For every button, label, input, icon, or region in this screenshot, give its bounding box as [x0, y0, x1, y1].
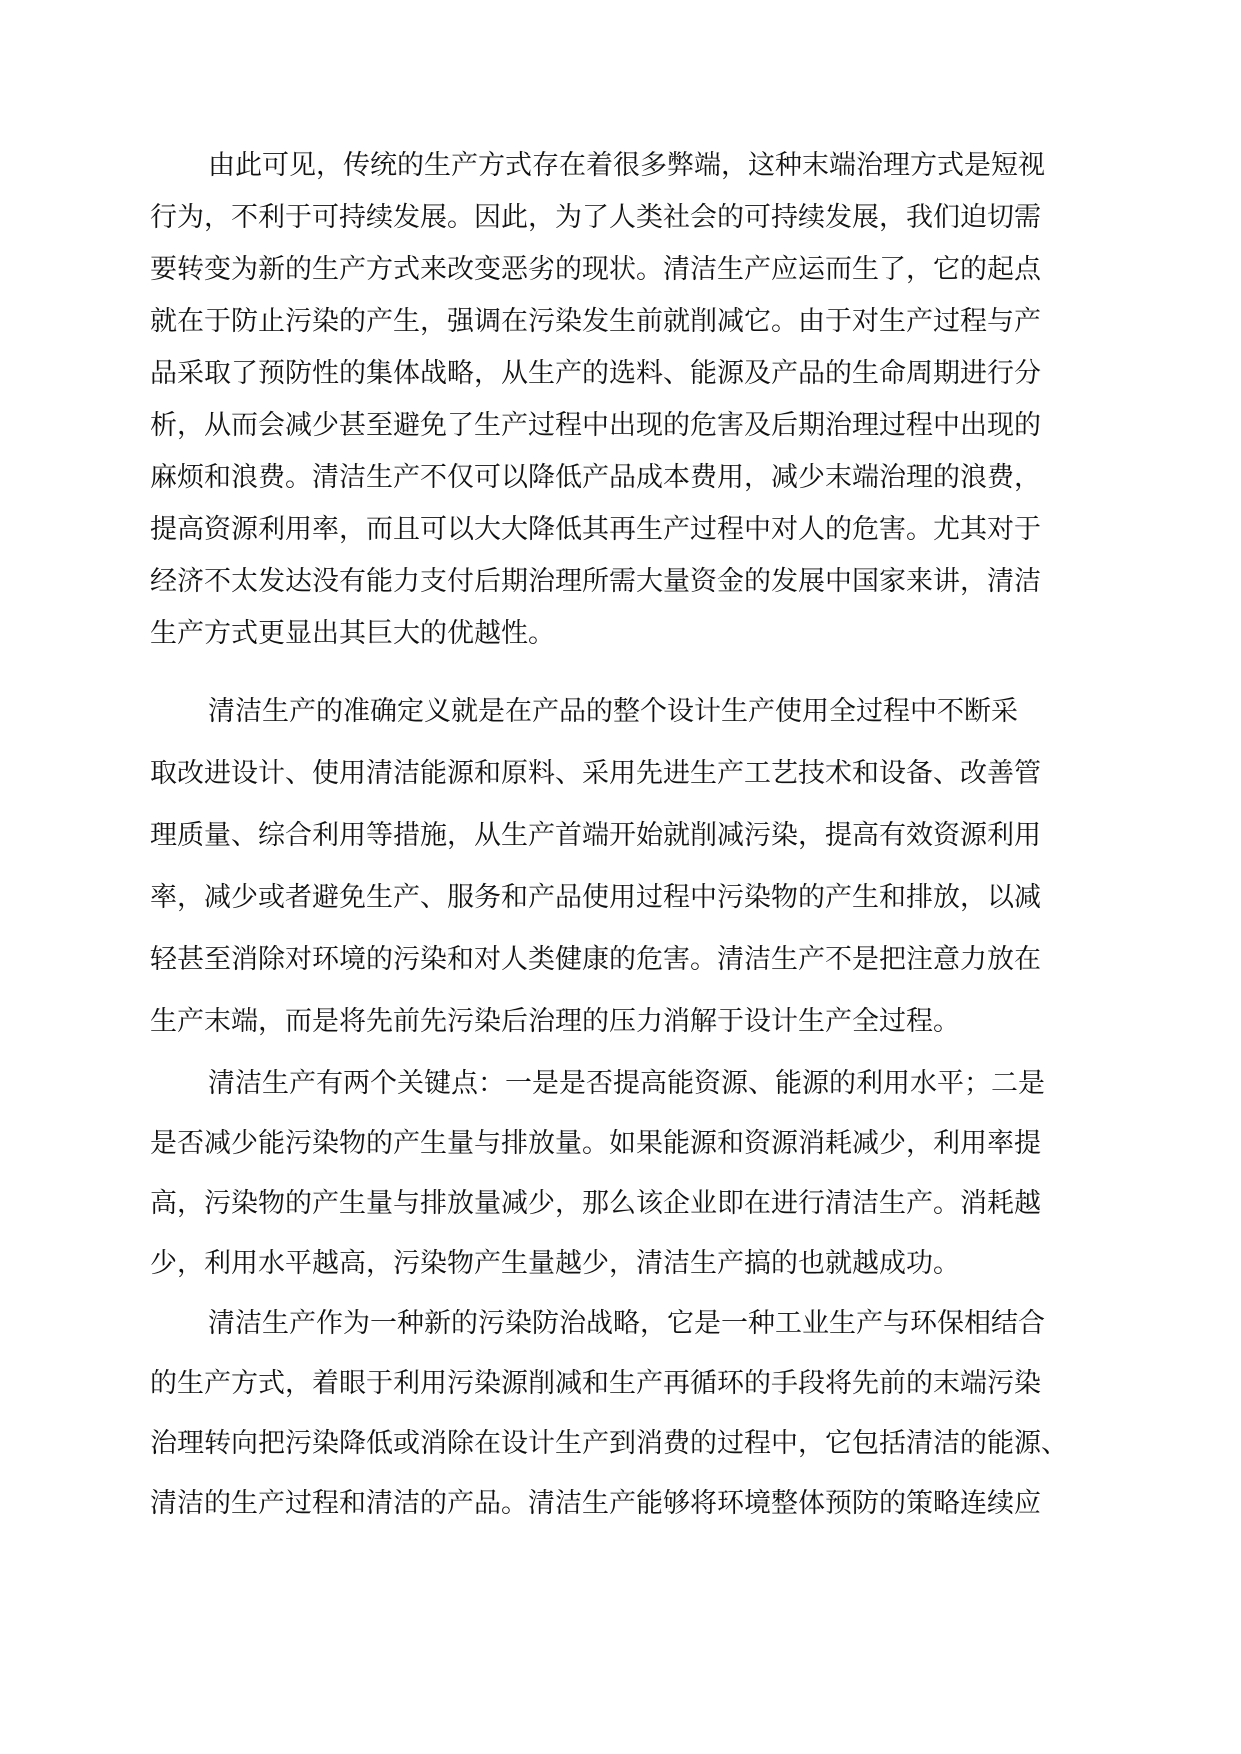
- paragraph-1-line-4: 就在于防止污染的产生，强调在污染发生前就削减它。由于对生产过程与产: [150, 306, 1041, 337]
- paragraph-3-line-1: 清洁生产有两个关键点：一是是否提高能资源、能源的利用水平；二是: [208, 1068, 1045, 1099]
- paragraph-2-line-5: 轻甚至消除对环境的污染和对人类健康的危害。清洁生产不是把注意力放在: [150, 944, 1041, 975]
- paragraph-1-line-5: 品采取了预防性的集体战略，从生产的选料、能源及产品的生命周期进行分: [150, 358, 1041, 389]
- paragraph-2-line-1: 清洁生产的准确定义就是在产品的整个设计生产使用全过程中不断采: [208, 696, 1018, 727]
- paragraph-4-line-2: 的生产方式，着眼于利用污染源削减和生产再循环的手段将先前的末端污染: [150, 1368, 1041, 1399]
- paragraph-1-line-8: 提高资源利用率，而且可以大大降低其再生产过程中对人的危害。尤其对于: [150, 514, 1041, 545]
- paragraph-1-line-3: 要转变为新的生产方式来改变恶劣的现状。清洁生产应运而生了，它的起点: [150, 254, 1041, 285]
- paragraph-2-line-3: 理质量、综合利用等措施，从生产首端开始就削减污染，提高有效资源利用: [150, 820, 1041, 851]
- paragraph-4-line-4: 清洁的生产过程和清洁的产品。清洁生产能够将环境整体预防的策略连续应: [150, 1488, 1041, 1519]
- paragraph-3-line-3: 高，污染物的产生量与排放量减少，那么该企业即在进行清洁生产。消耗越: [150, 1188, 1041, 1219]
- paragraph-1-line-9: 经济不太发达没有能力支付后期治理所需大量资金的发展中国家来讲，清洁: [150, 566, 1041, 597]
- paragraph-1-line-1: 由此可见，传统的生产方式存在着很多弊端，这种末端治理方式是短视: [208, 150, 1045, 181]
- paragraph-2-line-2: 取改进设计、使用清洁能源和原料、采用先进生产工艺技术和设备、改善管: [150, 758, 1041, 789]
- paragraph-4-line-3: 治理转向把污染降低或消除在设计生产到消费的过程中，它包括清洁的能源、: [150, 1428, 1068, 1459]
- paragraph-1-line-7: 麻烦和浪费。清洁生产不仅可以降低产品成本费用，减少末端治理的浪费，: [150, 462, 1041, 493]
- paragraph-2-line-4: 率，减少或者避免生产、服务和产品使用过程中污染物的产生和排放，以减: [150, 882, 1041, 913]
- paragraph-1-line-2: 行为，不利于可持续发展。因此，为了人类社会的可持续发展，我们迫切需: [150, 202, 1041, 233]
- paragraph-1-line-6: 析，从而会减少甚至避免了生产过程中出现的危害及后期治理过程中出现的: [150, 410, 1041, 441]
- paragraph-3-line-2: 是否减少能污染物的产生量与排放量。如果能源和资源消耗减少，利用率提: [150, 1128, 1041, 1159]
- paragraph-2-line-6: 生产末端，而是将先前先污染后治理的压力消解于设计生产全过程。: [150, 1006, 960, 1037]
- paragraph-3-line-4: 少，利用水平越高，污染物产生量越少，清洁生产搞的也就越成功。: [150, 1248, 960, 1279]
- paragraph-1-line-10: 生产方式更显出其巨大的优越性。: [150, 618, 555, 649]
- paragraph-4-line-1: 清洁生产作为一种新的污染防治战略，它是一种工业生产与环保相结合: [208, 1308, 1045, 1339]
